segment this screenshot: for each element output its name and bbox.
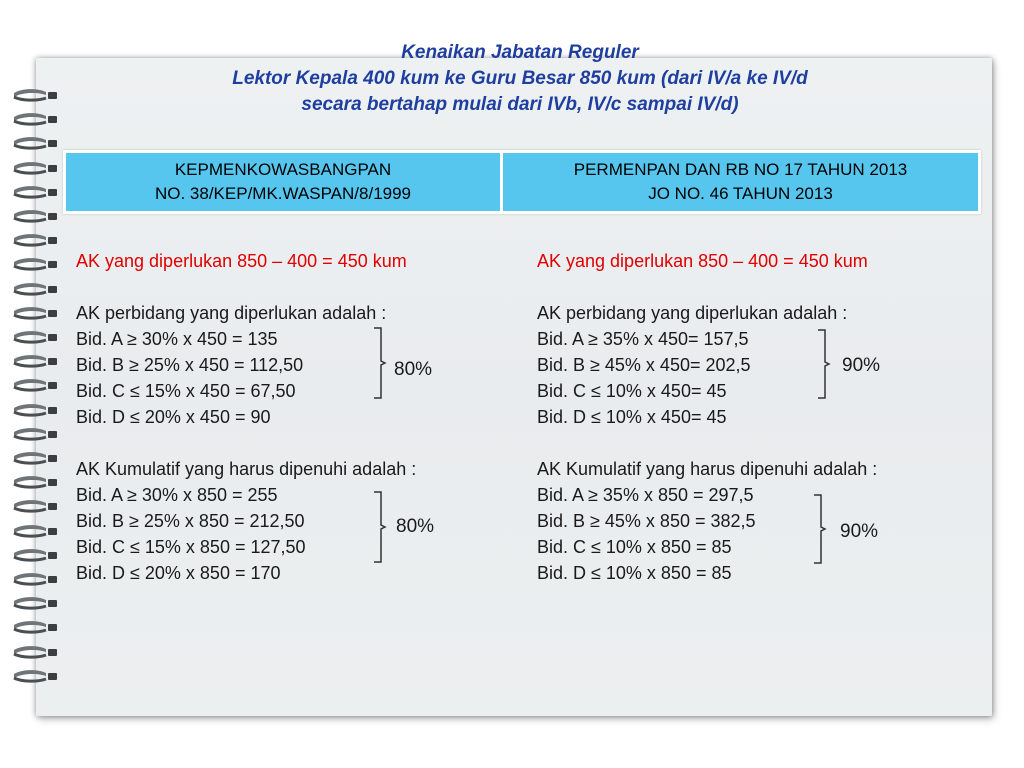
binding-ring-icon — [10, 354, 60, 370]
kumulatif-item: Bid. C ≤ 15% x 850 = 127,50 — [76, 537, 306, 557]
binding-ring-icon — [10, 499, 60, 515]
binding-ring-icon — [10, 645, 60, 661]
header-cell-permenpan — [500, 153, 978, 211]
spiral-binding — [10, 88, 60, 698]
binding-ring-icon — [10, 475, 60, 491]
kumulatif-item: Bid. A ≥ 30% x 850 = 255 — [76, 485, 278, 505]
header-right-line-1: PERMENPAN DAN RB NO 17 TAHUN 2013 — [573, 160, 908, 179]
binding-ring-icon — [10, 572, 60, 588]
binding-ring-icon — [10, 233, 60, 249]
perbidang-item: Bid. D ≤ 20% x 450 = 90 — [76, 407, 271, 427]
perbidang-item: Bid. B ≥ 25% x 450 = 112,50 — [76, 355, 304, 375]
kumulatif-item: Bid. A ≥ 35% x 850 = 297,5 — [537, 485, 754, 505]
ak-needed-text: AK yang diperlukan 850 – 400 = 450 kum — [76, 251, 407, 271]
slide-title — [60, 40, 980, 118]
binding-ring-icon — [10, 136, 60, 152]
kumulatif-title: AK Kumulatif yang harus dipenuhi adalah : — [76, 459, 417, 479]
left-kumulatif-percent: 80% — [396, 516, 435, 537]
binding-ring-icon — [10, 282, 60, 298]
left-perbidang-percent: 80% — [394, 359, 433, 380]
binding-ring-icon — [10, 669, 60, 685]
perbidang-item: Bid. C ≤ 10% x 450= 45 — [537, 381, 727, 401]
binding-ring-icon — [10, 620, 60, 636]
ak-needed-text: AK yang diperlukan 850 – 400 = 450 kum — [537, 251, 868, 271]
binding-ring-icon — [10, 451, 60, 467]
regulation-header-table — [63, 150, 981, 214]
kumulatif-item: Bid. B ≥ 25% x 850 = 212,50 — [76, 511, 305, 531]
perbidang-title: AK perbidang yang diperlukan adalah : — [537, 303, 848, 323]
binding-ring-icon — [10, 306, 60, 322]
binding-ring-icon — [10, 161, 60, 177]
kumulatif-item: Bid. D ≤ 20% x 850 = 170 — [76, 563, 281, 583]
left-kumulatif-brace-icon — [372, 491, 394, 563]
left-column — [76, 248, 416, 586]
binding-ring-icon — [10, 88, 60, 104]
binding-ring-icon — [10, 330, 60, 346]
kumulatif-title: AK Kumulatif yang harus dipenuhi adalah : — [537, 459, 878, 479]
right-kumulatif-percent: 90% — [840, 521, 879, 542]
binding-ring-icon — [10, 185, 60, 201]
binding-ring-icon — [10, 596, 60, 612]
right-perbidang-brace-icon — [816, 329, 838, 399]
perbidang-item: Bid. A ≥ 35% x 450= 157,5 — [537, 329, 749, 349]
binding-ring-icon — [10, 112, 60, 128]
header-cell-kepmenkowasbangpan — [66, 153, 500, 211]
header-right-line-2: JO NO. 46 TAHUN 2013 — [648, 184, 833, 203]
header-left-line-1: KEPMENKOWASBANGPAN — [174, 160, 392, 179]
title-line-3: secara bertahap mulai dari IVb, IV/c sampai IV/d) — [301, 94, 739, 115]
kumulatif-item: Bid. D ≤ 10% x 850 = 85 — [537, 563, 732, 583]
right-perbidang-percent: 90% — [842, 355, 881, 376]
binding-ring-icon — [10, 257, 60, 273]
binding-ring-icon — [10, 209, 60, 225]
left-perbidang-brace-icon — [372, 327, 394, 399]
binding-ring-icon — [10, 524, 60, 540]
perbidang-item: Bid. D ≤ 10% x 450= 45 — [537, 407, 727, 427]
binding-ring-icon — [10, 403, 60, 419]
perbidang-title: AK perbidang yang diperlukan adalah : — [76, 303, 387, 323]
header-left-line-2: NO. 38/KEP/MK.WASPAN/8/1999 — [154, 184, 412, 203]
kumulatif-item: Bid. B ≥ 45% x 850 = 382,5 — [537, 511, 756, 531]
kumulatif-item: Bid. C ≤ 10% x 850 = 85 — [537, 537, 732, 557]
binding-ring-icon — [10, 548, 60, 564]
binding-ring-icon — [10, 378, 60, 394]
perbidang-item: Bid. B ≥ 45% x 450= 202,5 — [537, 355, 751, 375]
binding-ring-icon — [10, 427, 60, 443]
right-kumulatif-brace-icon — [812, 494, 834, 564]
perbidang-item: Bid. A ≥ 30% x 450 = 135 — [76, 329, 278, 349]
perbidang-item: Bid. C ≤ 15% x 450 = 67,50 — [76, 381, 296, 401]
title-line-1: Kenaikan Jabatan Reguler — [401, 42, 639, 63]
title-line-2: Lektor Kepala 400 kum ke Guru Besar 850 kum (dari IV/a ke IV/d — [232, 68, 808, 89]
